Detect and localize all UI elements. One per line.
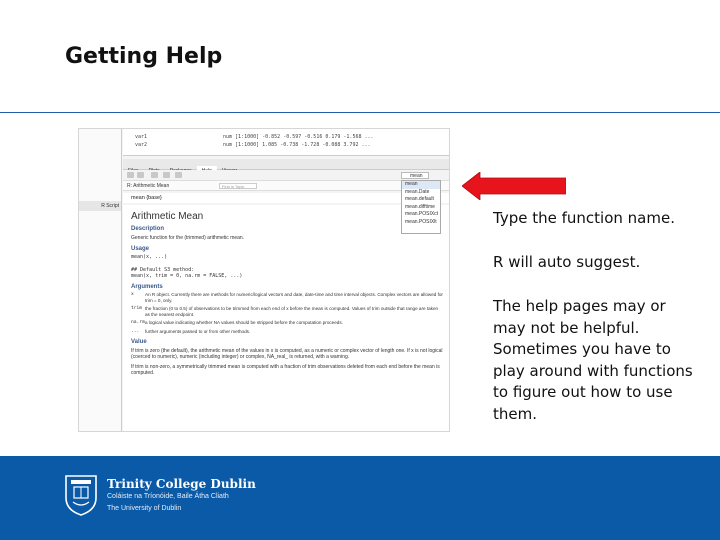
- doc-heading: Arithmetic Mean: [131, 211, 204, 222]
- argument-name: na.rm: [131, 320, 145, 326]
- tcd-crest-icon: [64, 474, 98, 516]
- usage-code: mean(x, ...) ## Default S3 method: mean(x, trim = 0, na.rm = FALSE, ...): [131, 253, 243, 279]
- instruction-type-name: Type the function name.: [493, 209, 675, 227]
- suggestion-item[interactable]: mean.Date: [405, 188, 430, 195]
- open-in-window-icon[interactable]: [175, 172, 182, 178]
- console-pane: [123, 129, 450, 156]
- console-var-value: num [1:1000] -0.852 -0.597 -0.516 0.179 -1.568 ...: [223, 134, 374, 140]
- argument-desc: An R object. Currently there are methods for numeric/logical vectors and date, date-time and time interval objects. Complex vectors are allowed for trim = 0, only.: [145, 291, 443, 303]
- argument-desc: further arguments passed to or from other methods.: [145, 328, 251, 334]
- help-search-input[interactable]: mean: [401, 172, 429, 179]
- suggestion-item[interactable]: mean.POSIXct: [405, 211, 439, 218]
- pane-tabs: [123, 159, 450, 170]
- institution-name: Trinity College Dublin: [107, 477, 256, 491]
- back-icon[interactable]: [127, 172, 134, 178]
- editor-pane: [79, 129, 122, 432]
- suggestion-item[interactable]: mean.POSIXlt: [405, 218, 437, 225]
- description-heading: Description: [131, 226, 165, 232]
- argument-desc: a logical value indicating whether NA values should be stripped before the computation proceeds.: [145, 320, 343, 326]
- value-text: If trim is non-zero, a symmetrically trimmed mean is computed with a fraction of trim observations deleted from each end before the mean is computed.: [131, 363, 440, 377]
- argument-desc: the fraction (0 to 0.5) of observations to be trimmed from each end of x before the mean is computed. Values of trim outside that range are taken as the nearest endpoint.: [145, 305, 439, 318]
- suggestion-item[interactable]: mean.difftime: [405, 203, 435, 210]
- console-var-value: num [1:1000] 1.085 -0.738 -1.728 -0.088 3.792 ...: [223, 142, 371, 148]
- editor-tab[interactable]: R Script: [79, 201, 121, 211]
- footer-bar: [0, 456, 720, 540]
- argument-name: x: [131, 291, 134, 297]
- home-icon[interactable]: [151, 172, 158, 178]
- find-in-topic-input[interactable]: Find in Topic: [219, 183, 257, 189]
- help-document: [123, 205, 450, 432]
- suggestion-item[interactable]: mean.default: [405, 196, 434, 203]
- rstudio-screenshot: [78, 128, 450, 432]
- slide-title: Getting Help: [65, 44, 223, 69]
- console-line: [135, 142, 371, 148]
- argument-name: trim: [131, 305, 143, 311]
- argument-row: [131, 320, 443, 326]
- suggestion-item[interactable]: mean: [402, 181, 440, 189]
- instruction-auto-suggest: R will auto suggest.: [493, 253, 641, 271]
- title-divider: [0, 112, 720, 113]
- forward-icon[interactable]: [137, 172, 144, 178]
- console-line: [135, 134, 374, 140]
- topic-package-line: mean {base}: [123, 193, 450, 203]
- print-icon[interactable]: [163, 172, 170, 178]
- console-var-name: var2: [135, 142, 148, 148]
- console-var-name: var1: [135, 134, 148, 140]
- description-text: Generic function for the (trimmed) arithmetic mean.: [131, 235, 245, 241]
- value-heading: Value: [131, 338, 147, 345]
- red-arrow-icon: [462, 172, 566, 200]
- autocomplete-dropdown: [401, 180, 441, 234]
- argument-name: ...: [131, 328, 140, 334]
- breadcrumb-label[interactable]: R: Arithmetic Mean: [127, 183, 170, 189]
- value-text: If trim is zero (the default), the arithmetic mean of the values in x is computed, as a numeric or complex vector of length one. If x is not logical (coerced to numeric), numeric (including integer) or complex, NA_real_ is returned, with a warning.: [131, 347, 443, 361]
- usage-heading: Usage: [131, 245, 150, 252]
- argument-row: [131, 329, 443, 335]
- institution-english-name: The University of Dublin: [107, 505, 182, 512]
- instruction-help-pages: The help pages may or may not be helpful. Sometimes you have to play around with functions to figure out how to use them.: [493, 297, 693, 423]
- arguments-heading: Arguments: [131, 283, 163, 290]
- institution-irish-name: Coláiste na Tríonóide, Baile Átha Cliath: [107, 493, 229, 500]
- argument-row: [131, 306, 443, 318]
- argument-row: [131, 292, 443, 304]
